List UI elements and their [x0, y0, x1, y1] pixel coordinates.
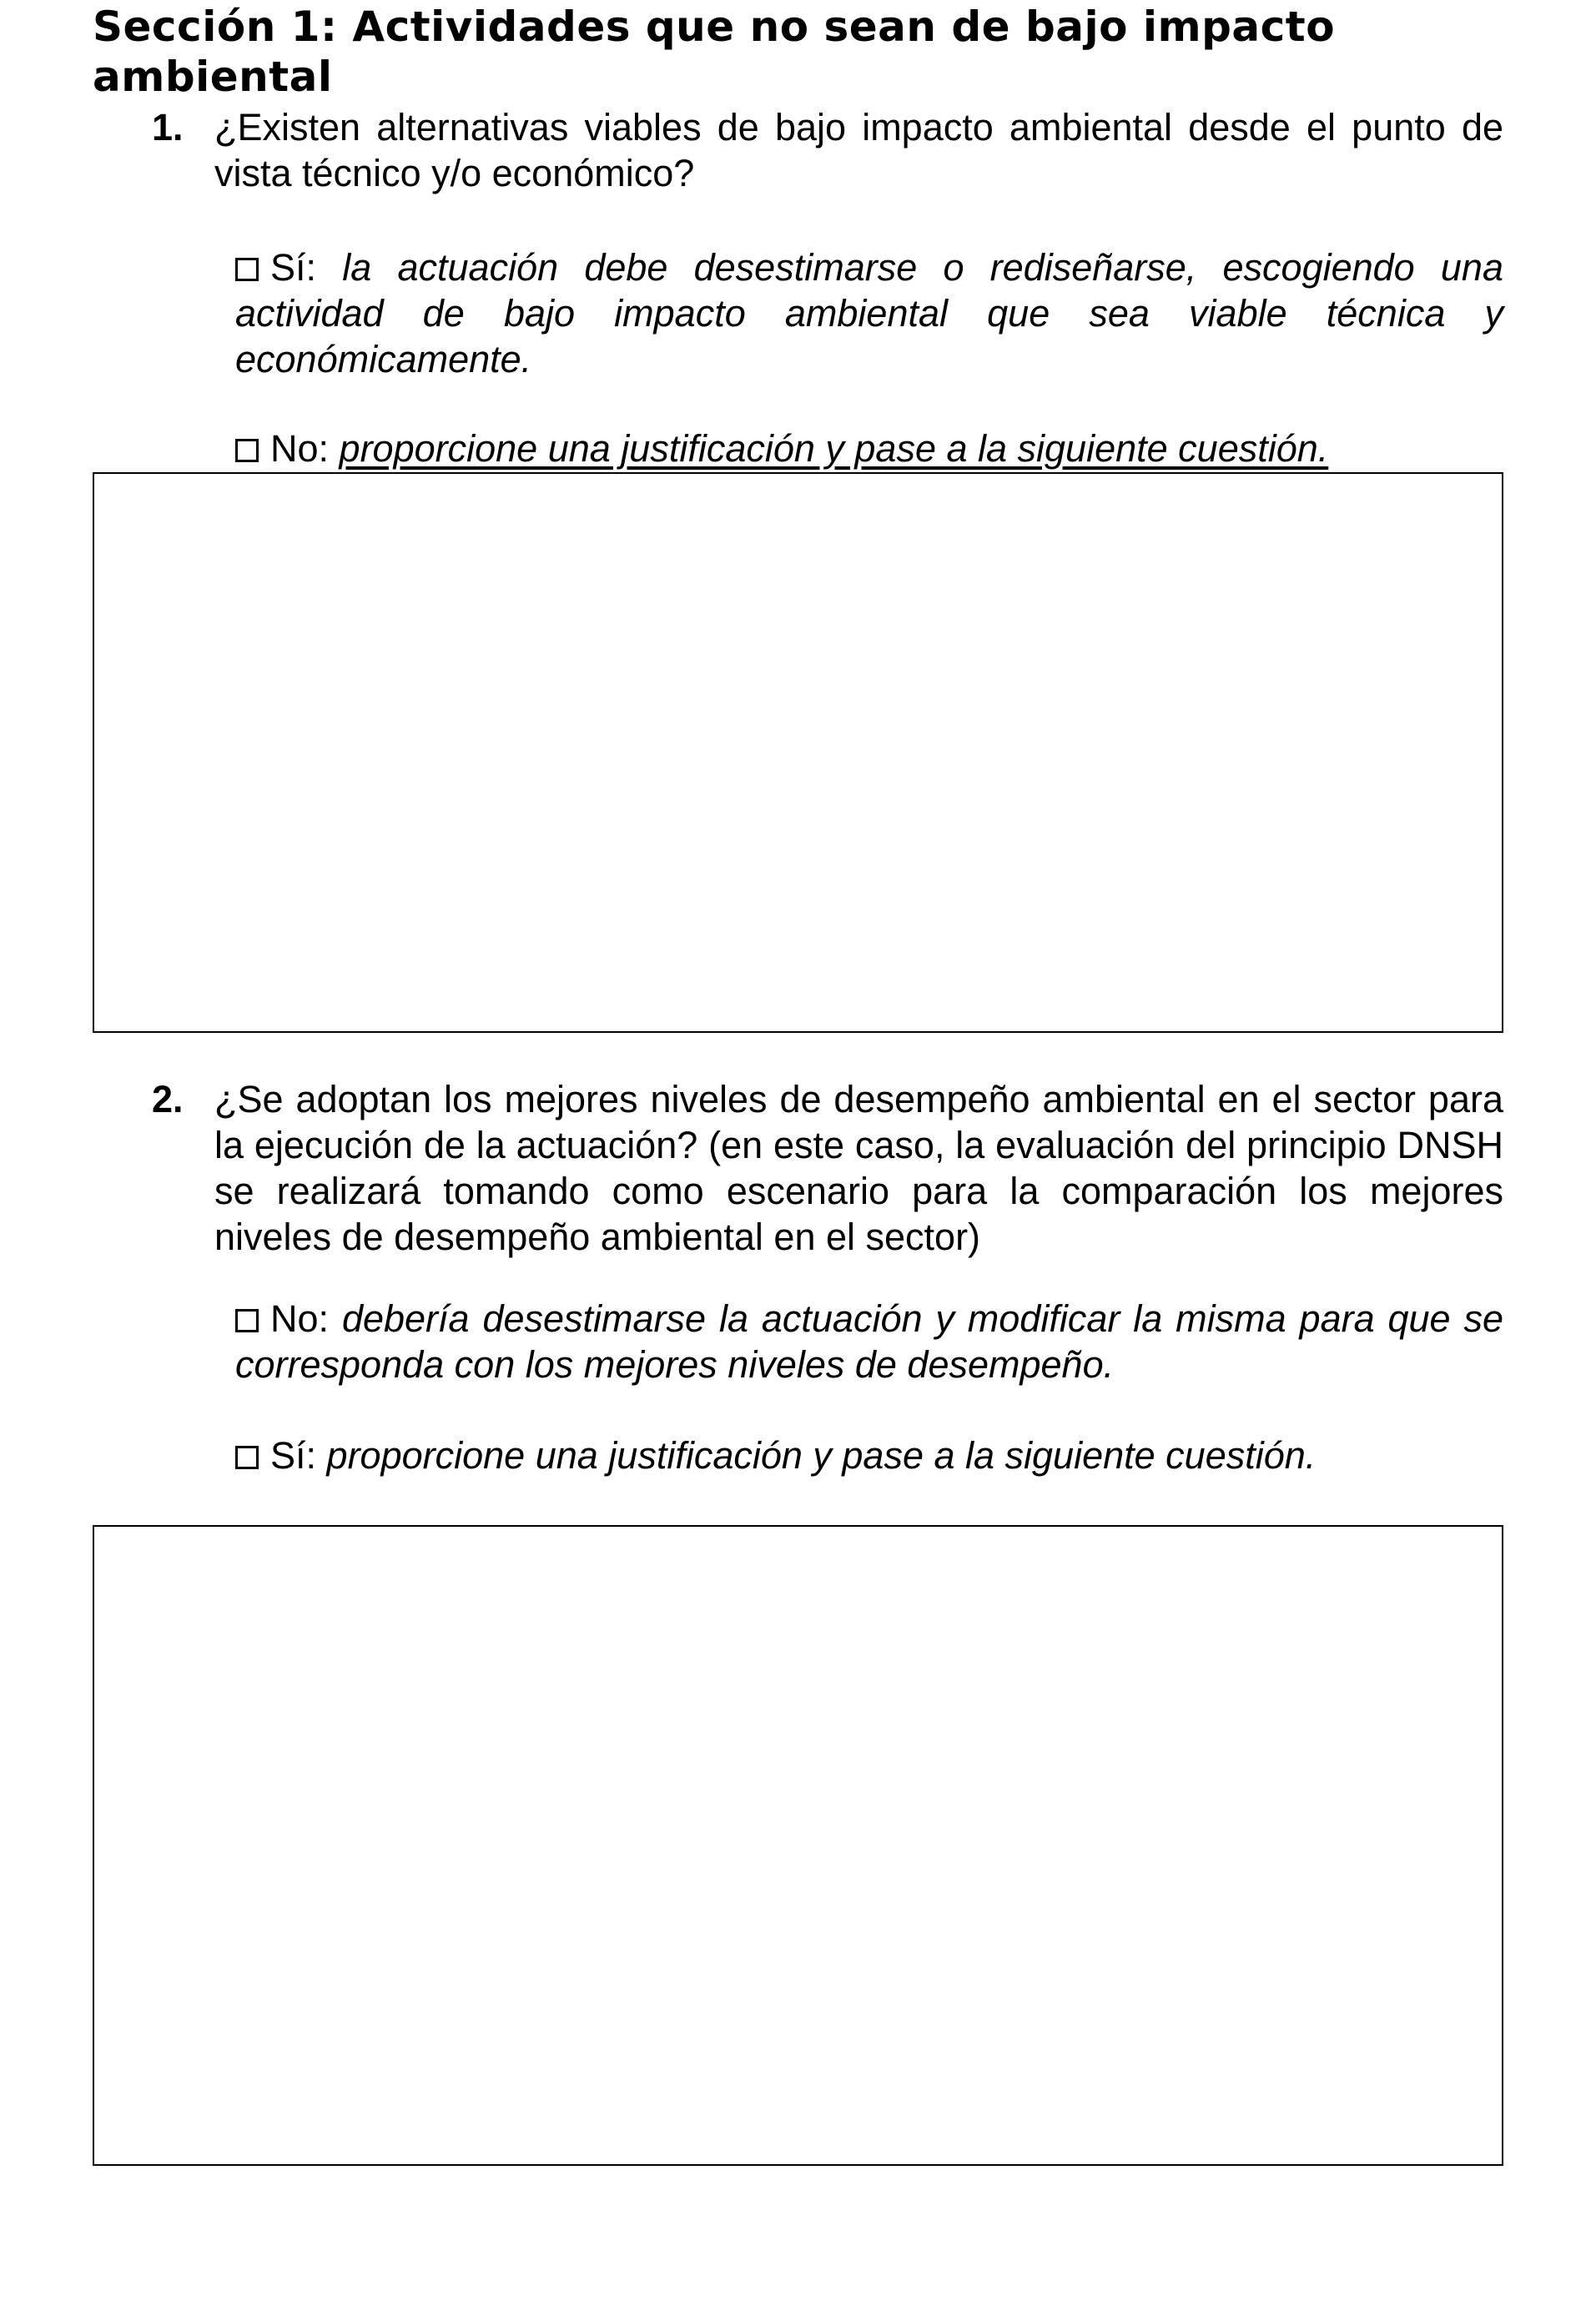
- question-2-no-label: No:: [270, 1297, 330, 1340]
- question-1-si-label: Sí:: [270, 246, 317, 289]
- question-1-si-description: la actuación debe desestimarse o rediseñarse, escogiendo una actividad de bajo impacto ambiental que sea viable técnica y económicamente.: [235, 246, 1503, 380]
- question-2-option-si[interactable]: [235, 1432, 1503, 1478]
- question-2-option-no[interactable]: [235, 1296, 1503, 1387]
- question-2-si-description: proporcione una justificación y pase a la siguiente cuestión.: [326, 1434, 1317, 1477]
- question-1-option-no[interactable]: [235, 425, 1503, 471]
- question-2-justification-box[interactable]: [93, 1525, 1503, 2166]
- question-1-no-label: No:: [270, 427, 330, 470]
- question-1-text: ¿Existen alternativas viables de bajo impacto ambiental desde el punto de vista técnico y/o económico?: [214, 106, 1503, 194]
- question-1: [152, 104, 1503, 196]
- question-2-no-description: debería desestimarse la actuación y modificar la misma para que se corresponda con los mejores niveles de desempeño.: [235, 1297, 1503, 1386]
- question-1-option-si[interactable]: [235, 244, 1503, 382]
- question-2: [152, 1076, 1503, 1260]
- section-title: Sección 1: Actividades que no sean de bajo impacto ambiental: [93, 3, 1336, 101]
- question-2-text: ¿Se adoptan los mejores niveles de desempeño ambiental en el sector para la ejecución de la actuación? (en este caso, la evaluación del principio DNSH se realizará tomando como escenario para la comparación los mejores niveles de desempeño ambiental en el sector): [214, 1078, 1503, 1258]
- question-2-number: 2.: [152, 1078, 184, 1120]
- question-1-no-checkbox[interactable]: [235, 439, 259, 462]
- question-1-number: 1.: [152, 106, 184, 149]
- question-2-si-label: Sí:: [270, 1434, 317, 1477]
- question-1-no-description: proporcione una justificación y pase a la siguiente cuestión.: [339, 427, 1329, 470]
- question-1-si-checkbox[interactable]: [235, 258, 259, 281]
- question-1-justification-box[interactable]: [93, 472, 1503, 1033]
- question-2-no-checkbox[interactable]: [235, 1309, 259, 1332]
- question-2-si-checkbox[interactable]: [235, 1446, 259, 1469]
